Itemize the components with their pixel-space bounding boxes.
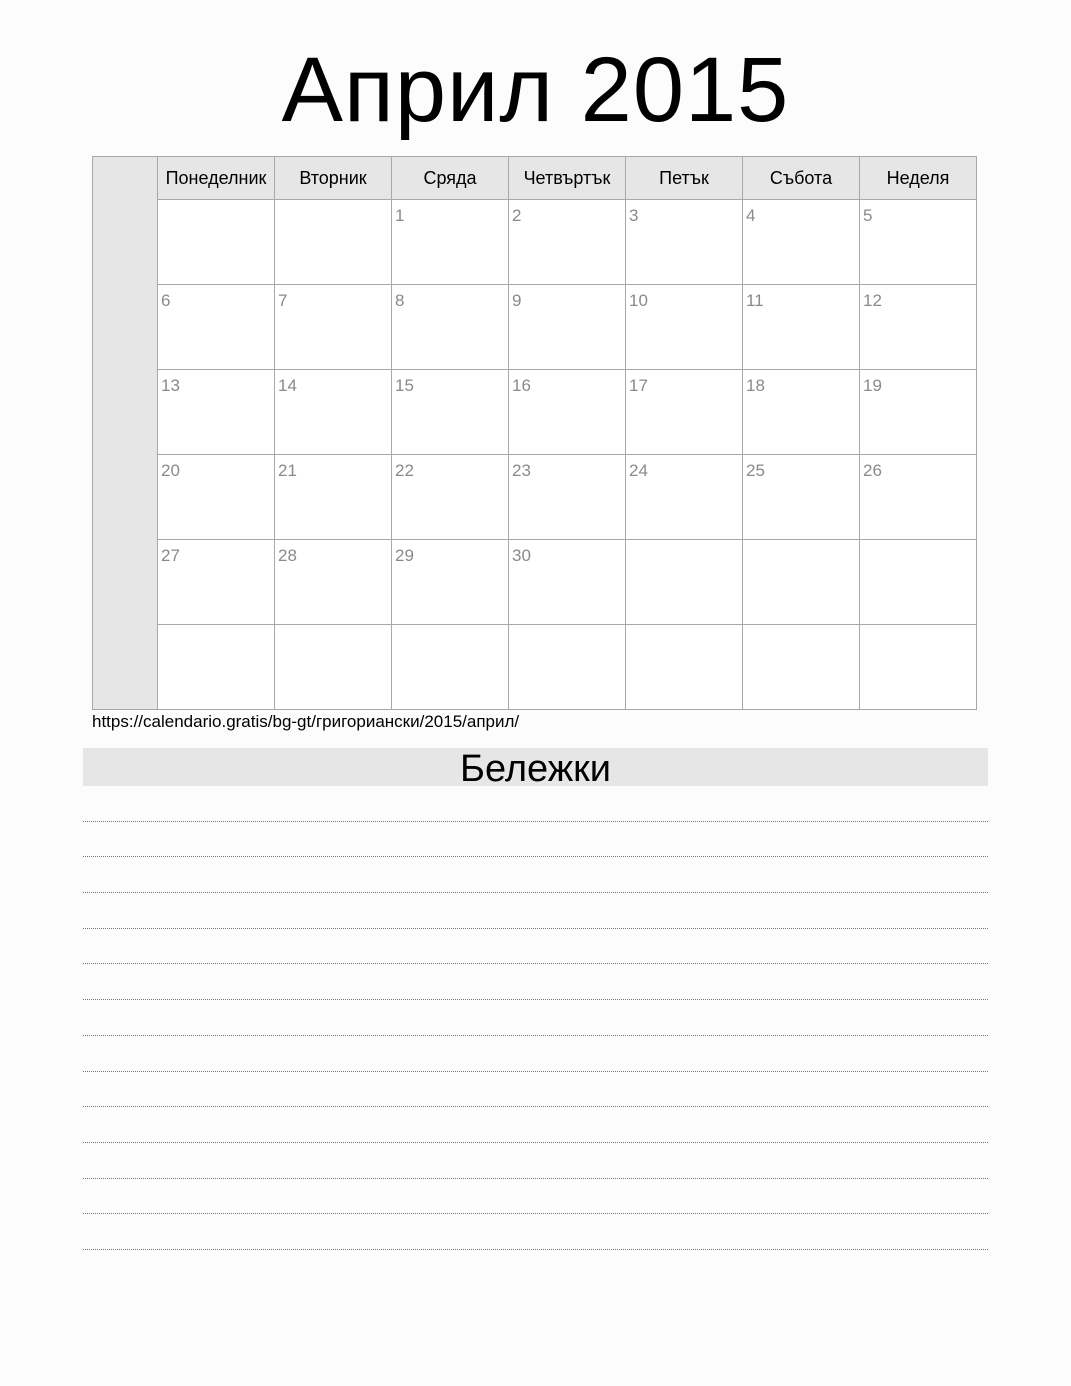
- note-line: [83, 1143, 988, 1179]
- day-cell: [860, 200, 976, 284]
- note-line: [83, 1179, 988, 1215]
- day-number: 9: [512, 291, 522, 310]
- calendar-title: Април 2015: [281, 39, 790, 141]
- day-cell: [275, 285, 392, 369]
- weekday-saturday: Събота: [743, 157, 860, 199]
- note-line: [83, 857, 988, 893]
- day-number: 4: [746, 206, 756, 225]
- day-cell: [158, 540, 275, 624]
- day-cell: [860, 285, 976, 369]
- day-number: 18: [746, 376, 765, 395]
- day-cell: [158, 285, 275, 369]
- notes-title: Бележки: [83, 748, 988, 786]
- day-cell: [743, 625, 860, 709]
- day-cell: [626, 200, 743, 284]
- week-number-column: [93, 157, 158, 709]
- note-line: [83, 964, 988, 1000]
- day-cell: [158, 370, 275, 454]
- day-number: 17: [629, 376, 648, 395]
- day-number: 23: [512, 461, 531, 480]
- day-number: 22: [395, 461, 414, 480]
- day-cell: [860, 625, 976, 709]
- day-number: 24: [629, 461, 648, 480]
- day-cell: [743, 540, 860, 624]
- day-cell: [743, 200, 860, 284]
- day-cell: [743, 455, 860, 539]
- note-line: [83, 786, 988, 822]
- day-cell: [509, 370, 626, 454]
- day-number: 21: [278, 461, 297, 480]
- day-cell: [509, 285, 626, 369]
- day-number: 2: [512, 206, 522, 225]
- note-line: [83, 1000, 988, 1036]
- calendar-grid: [92, 156, 977, 710]
- day-number: 6: [161, 291, 171, 310]
- day-cell: [509, 200, 626, 284]
- day-cell: [860, 540, 976, 624]
- weekday-thursday: Четвъртък: [509, 157, 626, 199]
- weekday-tuesday: Вторник: [275, 157, 392, 199]
- day-cell: [392, 455, 509, 539]
- day-cell: [860, 370, 976, 454]
- week-row: [158, 625, 976, 709]
- day-cell: [392, 540, 509, 624]
- note-line: [83, 1107, 988, 1143]
- weekday-wednesday: Сряда: [392, 157, 509, 199]
- day-number: 10: [629, 291, 648, 310]
- day-number: 28: [278, 546, 297, 565]
- note-line: [83, 893, 988, 929]
- note-line: [83, 1214, 988, 1250]
- day-number: 1: [395, 206, 405, 225]
- day-cell: [743, 285, 860, 369]
- day-cell: [860, 455, 976, 539]
- day-cell: [275, 370, 392, 454]
- week-row: [158, 200, 976, 285]
- day-cell: [626, 370, 743, 454]
- day-number: 12: [863, 291, 882, 310]
- day-cell: [275, 625, 392, 709]
- day-number: 30: [512, 546, 531, 565]
- day-cell: [392, 625, 509, 709]
- notes-lines: [83, 786, 988, 1250]
- day-number: 3: [629, 206, 639, 225]
- week-row: [158, 370, 976, 455]
- day-number: 19: [863, 376, 882, 395]
- day-cell: [275, 200, 392, 284]
- day-cell: [626, 540, 743, 624]
- day-cell: [392, 200, 509, 284]
- note-line: [83, 822, 988, 858]
- day-cell: [626, 455, 743, 539]
- note-line: [83, 1036, 988, 1072]
- day-cell: [509, 455, 626, 539]
- day-number: 29: [395, 546, 414, 565]
- day-cell: [275, 455, 392, 539]
- note-line: [83, 1072, 988, 1108]
- day-cell: [509, 540, 626, 624]
- day-number: 16: [512, 376, 531, 395]
- day-number: 27: [161, 546, 180, 565]
- day-number: 20: [161, 461, 180, 480]
- note-line: [83, 929, 988, 965]
- day-number: 25: [746, 461, 765, 480]
- weekday-monday: Понеделник: [158, 157, 275, 199]
- day-cell: [509, 625, 626, 709]
- day-cell: [158, 200, 275, 284]
- day-number: 26: [863, 461, 882, 480]
- day-number: 14: [278, 376, 297, 395]
- day-cell: [743, 370, 860, 454]
- day-cell: [158, 455, 275, 539]
- week-row: [158, 455, 976, 540]
- day-cell: [626, 285, 743, 369]
- day-cell: [158, 625, 275, 709]
- weekday-header: [158, 157, 976, 200]
- week-row: [158, 285, 976, 370]
- weekday-friday: Петък: [626, 157, 743, 199]
- weekday-sunday: Неделя: [886, 167, 950, 188]
- source-url: https://calendario.gratis/bg-gt/григориански/2015/април/: [92, 712, 520, 731]
- day-number: 11: [746, 291, 764, 310]
- day-cell: [275, 540, 392, 624]
- day-number: 7: [278, 291, 288, 310]
- day-number: 5: [863, 206, 873, 225]
- day-cell: [392, 285, 509, 369]
- day-cell: [392, 370, 509, 454]
- day-number: 15: [395, 376, 414, 395]
- calendar-body: [158, 157, 976, 709]
- day-number: 13: [161, 376, 180, 395]
- day-cell: [626, 625, 743, 709]
- week-row: [158, 540, 976, 625]
- day-number: 8: [395, 291, 405, 310]
